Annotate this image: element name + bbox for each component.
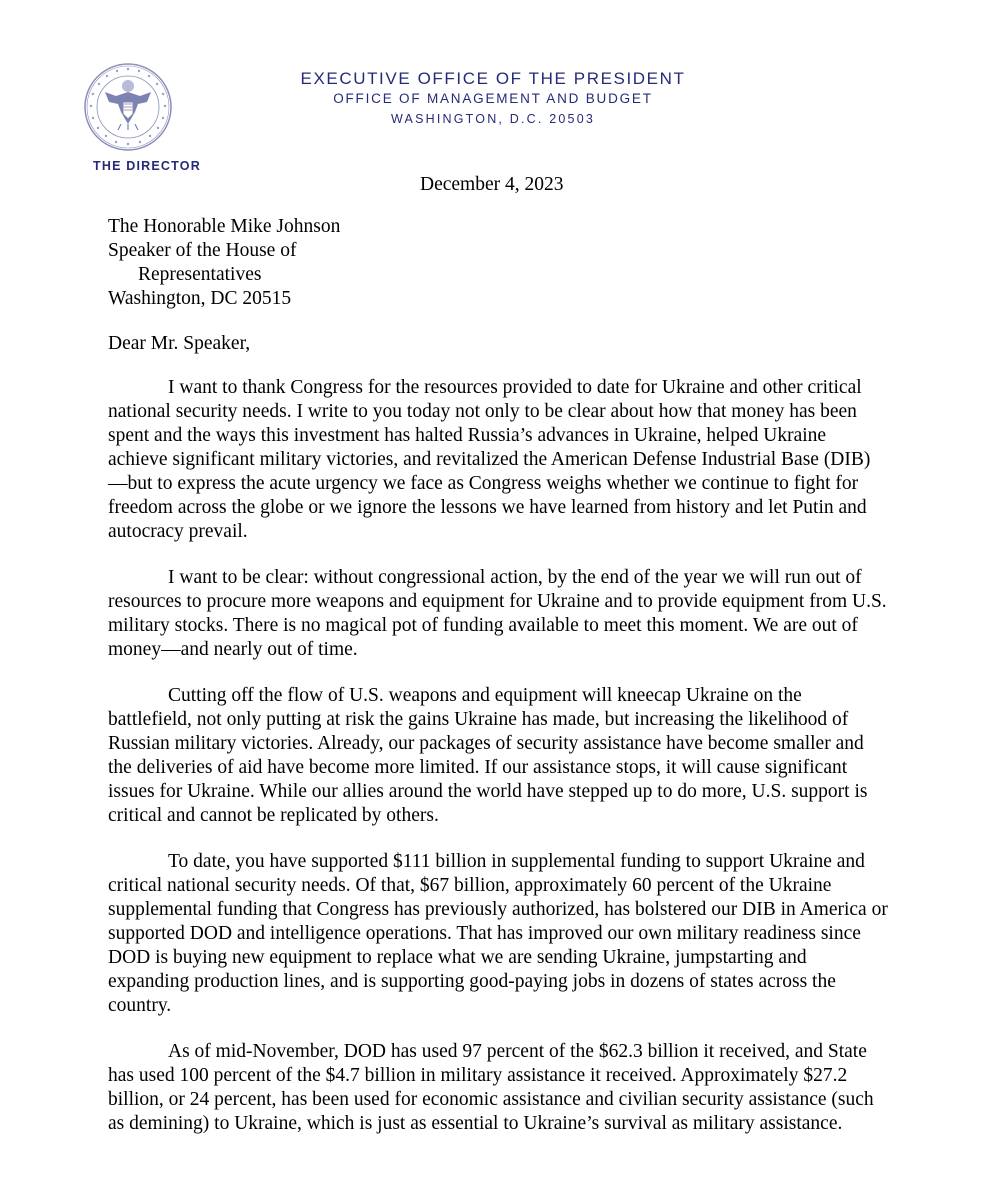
recipient-line: Representatives [138,264,262,285]
recipient-line: The Honorable Mike Johnson [108,216,341,237]
body-paragraph: As of mid-November, DOD has used 97 percent of the $62.3 billion it received, and State has used 100 percent of the $4.7 billion in military assistance it received. Approximately $27.2 billion, or 24 percent, has been used for economic assistance and civilian security assistance (such as demining) to Ukraine, which is just as essential to Ukraine’s survival as military assistance. [108,1041,874,1134]
body-paragraph: I want to be clear: without congressional action, by the end of the year we will run out of resources to procure more weapons and equipment for Ukraine and to provide equipment from U.S. military stocks. There is no magical pot of funding available to meet this moment. We are out of money—and nearly out of time. [108,567,887,660]
body-paragraph: To date, you have supported $111 billion in supplemental funding to support Ukraine and critical national security needs. Of that, $67 billion, approximately 60 percent of the Ukraine supplemental funding that Congress has previously authorized, has bolstered our DIB in America or supported DOD and intelligence operations. That has improved our own military readiness since DOD is buying new equipment to replace what we are sending Ukraine, jumpstarting and expanding production lines, and is supporting good-paying jobs in dozens of states across the country. [108,851,888,1016]
letter-date: December 4, 2023 [420,174,564,195]
recipient-line: Washington, DC 20515 [108,288,292,309]
letter-body [108,376,888,1158]
salutation: Dear Mr. Speaker, [108,333,251,354]
body-paragraph: Cutting off the flow of U.S. weapons and equipment will kneecap Ukraine on the battlefield, not only putting at risk the gains Ukraine has made, but increasing the likelihood of Russian military victories. Already, our packages of security assistance have become smaller and the deliveries of aid have become more limited. If our assistance stops, it will cause significant issues for Ukraine. While our allies around the world have stepped up to do more, U.S. support is critical and cannot be replicated by others. [108,685,868,826]
recipient-address [108,215,508,311]
letterhead [200,68,786,128]
signer-title: THE DIRECTOR [93,159,201,173]
letterhead-department: OFFICE OF MANAGEMENT AND BUDGET [333,91,653,106]
presidential-seal-icon [83,62,173,152]
recipient-line: Speaker of the House of [108,240,297,261]
letterhead-office: EXECUTIVE OFFICE OF THE PRESIDENT [300,69,686,88]
body-paragraph: I want to thank Congress for the resources provided to date for Ukraine and other critical national security needs. I write to you today not only to be clear about how that money has been spent and the ways this investment has halted Russia’s advances in Ukraine, helped Ukraine achieve significant military victories, and revitalized the American Defense Industrial Base (DIB)—but to express the acute urgency we face as Congress weighs whether we continue to fight for freedom across the globe or we ignore the lessons we have learned from history and let Putin and autocracy prevail. [108,377,871,542]
letterhead-address: WASHINGTON, D.C. 20503 [391,112,595,126]
